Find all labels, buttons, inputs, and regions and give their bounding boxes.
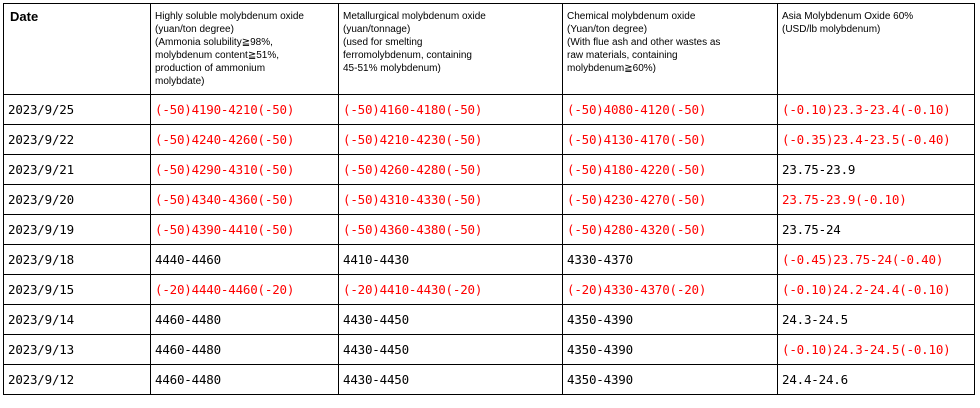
- table-row: [4, 275, 975, 305]
- highly-soluble-price-cell: (-50)4340-4360(-50): [151, 185, 339, 215]
- header-line: (Ammonia solubility≧98%,: [155, 37, 273, 48]
- metallurgical-price-cell: (-50)4210-4230(-50): [339, 125, 563, 155]
- header-line: Asia Molybdenum Oxide 60%: [782, 11, 914, 22]
- header-date: Date: [4, 4, 151, 95]
- table-body: [4, 95, 975, 395]
- table-row: [4, 95, 975, 125]
- date-cell: 2023/9/15: [4, 275, 151, 305]
- date-cell: 2023/9/13: [4, 335, 151, 365]
- header-line: 45-51% molybdenum): [343, 63, 441, 74]
- asia-price-cell: 23.75-23.9(-0.10): [778, 185, 975, 215]
- chemical-price-cell: 4350-4390: [563, 305, 778, 335]
- asia-price-cell: (-0.10)23.3-23.4(-0.10): [778, 95, 975, 125]
- header-highly-soluble-molybdenum-oxide: [151, 4, 339, 95]
- table-row: [4, 365, 975, 395]
- header-line: (yuan/ton degree): [155, 24, 234, 35]
- table-row: [4, 305, 975, 335]
- header-line: raw materials, containing: [567, 50, 678, 61]
- table-row: [4, 155, 975, 185]
- table-row: [4, 125, 975, 155]
- date-cell: 2023/9/18: [4, 245, 151, 275]
- chemical-price-cell: (-50)4230-4270(-50): [563, 185, 778, 215]
- table-header: [4, 4, 975, 95]
- chemical-price-cell: 4350-4390: [563, 365, 778, 395]
- molybdenum-oxide-price-table: [3, 3, 975, 395]
- chemical-price-cell: (-50)4130-4170(-50): [563, 125, 778, 155]
- header-chemical-molybdenum-oxide: [563, 4, 778, 95]
- table-row: [4, 335, 975, 365]
- asia-price-cell: (-0.45)23.75-24(-0.40): [778, 245, 975, 275]
- date-cell: 2023/9/12: [4, 365, 151, 395]
- metallurgical-price-cell: (-20)4410-4430(-20): [339, 275, 563, 305]
- date-cell: 2023/9/25: [4, 95, 151, 125]
- chemical-price-cell: 4330-4370: [563, 245, 778, 275]
- metallurgical-price-cell: 4430-4450: [339, 365, 563, 395]
- asia-price-cell: 24.4-24.6: [778, 365, 975, 395]
- table-row: [4, 185, 975, 215]
- header-line: molybdenum≧60%): [567, 63, 656, 74]
- header-line: molybdate): [155, 76, 205, 87]
- chemical-price-cell: 4350-4390: [563, 335, 778, 365]
- asia-price-cell: 23.75-23.9: [778, 155, 975, 185]
- metallurgical-price-cell: 4410-4430: [339, 245, 563, 275]
- header-line: Highly soluble molybdenum oxide: [155, 11, 304, 22]
- highly-soluble-price-cell: 4460-4480: [151, 305, 339, 335]
- header-asia-molybdenum-oxide: [778, 4, 975, 95]
- highly-soluble-price-cell: 4460-4480: [151, 335, 339, 365]
- highly-soluble-price-cell: (-20)4440-4460(-20): [151, 275, 339, 305]
- highly-soluble-price-cell: (-50)4240-4260(-50): [151, 125, 339, 155]
- date-cell: 2023/9/22: [4, 125, 151, 155]
- date-cell: 2023/9/14: [4, 305, 151, 335]
- header-line: Metallurgical molybdenum oxide: [343, 11, 486, 22]
- chemical-price-cell: (-20)4330-4370(-20): [563, 275, 778, 305]
- highly-soluble-price-cell: (-50)4390-4410(-50): [151, 215, 339, 245]
- metallurgical-price-cell: (-50)4310-4330(-50): [339, 185, 563, 215]
- header-line: ferromolybdenum, containing: [343, 50, 472, 61]
- asia-price-cell: (-0.10)24.3-24.5(-0.10): [778, 335, 975, 365]
- table-row: [4, 245, 975, 275]
- highly-soluble-price-cell: (-50)4190-4210(-50): [151, 95, 339, 125]
- header-line: (Yuan/ton degree): [567, 24, 648, 35]
- chemical-price-cell: (-50)4180-4220(-50): [563, 155, 778, 185]
- metallurgical-price-cell: (-50)4360-4380(-50): [339, 215, 563, 245]
- header-line: (yuan/tonnage): [343, 24, 411, 35]
- chemical-price-cell: (-50)4080-4120(-50): [563, 95, 778, 125]
- header-line: Chemical molybdenum oxide: [567, 11, 696, 22]
- chemical-price-cell: (-50)4280-4320(-50): [563, 215, 778, 245]
- header-line: (With flue ash and other wastes as: [567, 37, 721, 48]
- header-line: molybdenum content≧51%,: [155, 50, 280, 61]
- highly-soluble-price-cell: (-50)4290-4310(-50): [151, 155, 339, 185]
- date-cell: 2023/9/21: [4, 155, 151, 185]
- metallurgical-price-cell: 4430-4450: [339, 335, 563, 365]
- highly-soluble-price-cell: 4440-4460: [151, 245, 339, 275]
- asia-price-cell: (-0.35)23.4-23.5(-0.40): [778, 125, 975, 155]
- header-line: (USD/lb molybdenum): [782, 24, 881, 35]
- asia-price-cell: 24.3-24.5: [778, 305, 975, 335]
- table-row: [4, 215, 975, 245]
- asia-price-cell: (-0.10)24.2-24.4(-0.10): [778, 275, 975, 305]
- metallurgical-price-cell: 4430-4450: [339, 305, 563, 335]
- date-cell: 2023/9/19: [4, 215, 151, 245]
- metallurgical-price-cell: (-50)4260-4280(-50): [339, 155, 563, 185]
- metallurgical-price-cell: (-50)4160-4180(-50): [339, 95, 563, 125]
- header-line: production of ammonium: [155, 63, 266, 74]
- date-cell: 2023/9/20: [4, 185, 151, 215]
- header-line: (used for smelting: [343, 37, 423, 48]
- header-metallurgical-molybdenum-oxide: [339, 4, 563, 95]
- asia-price-cell: 23.75-24: [778, 215, 975, 245]
- highly-soluble-price-cell: 4460-4480: [151, 365, 339, 395]
- header-row: [4, 4, 975, 95]
